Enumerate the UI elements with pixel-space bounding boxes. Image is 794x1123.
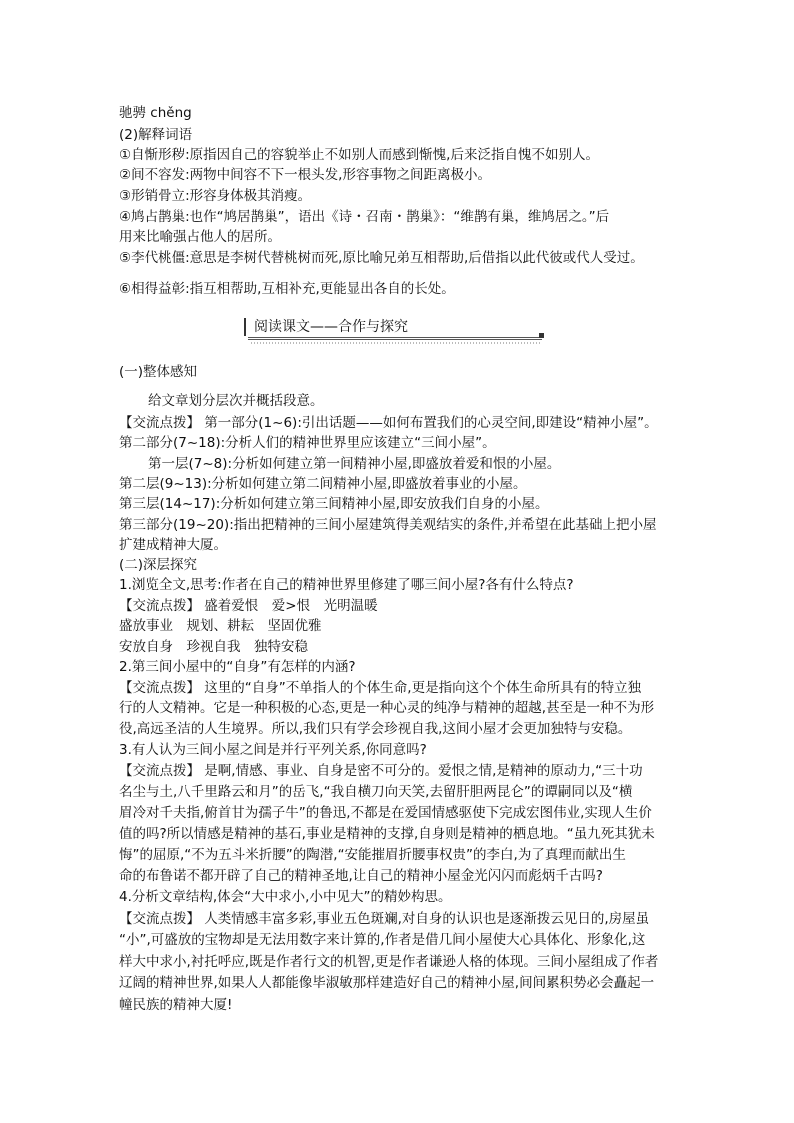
- term-definition: ④鸠占鹊巢:也作“鸠居鹊巢”，语出《诗・召南・鹊巢》：“维鹊有巢，维鸠居之。”后: [119, 209, 610, 225]
- question: 2.第三间小屋中的“自身”有怎样的内涵?: [119, 659, 356, 675]
- answer-line: 行的人文精神。它是一种积极的心态,更是一种心灵的纯净与精神的超越,甚至是一种不为形: [119, 700, 655, 716]
- term-definition: ①自惭形秽:原指因自己的容貌举止不如别人而感到惭愧,后来泛指自愧不如别人。: [119, 147, 599, 163]
- answer-line: 安放自身 珍视自我 独特安稳: [119, 639, 308, 655]
- subsection-heading: (2)解释词语: [119, 127, 193, 143]
- header-dotted-rule: [250, 342, 540, 344]
- term-definition: ⑥相得益彰:指互相帮助,互相补充,更能显出各自的长处。: [119, 281, 455, 297]
- answer-line: 辽阔的精神世界,如果人人都能像毕淑敏那样建造好自己的精神小屋,间间累积势必会矗起一: [119, 975, 655, 991]
- question: 1.浏览全文,思考:作者在自己的精神世界里修建了哪三间小屋?各有什么特点?: [119, 577, 574, 593]
- answer-line: 第三层(14~17):分析如何建立第三间精神小屋,即安放我们自身的小屋。: [119, 496, 549, 512]
- subsection-heading: (二)深层探究: [119, 557, 198, 573]
- question: 3.有人认为三间小屋之间是并行平列关系,你同意吗?: [119, 742, 427, 758]
- term-definition: ③形销骨立:形容身体极其消瘦。: [119, 188, 312, 204]
- answer-line: 名尘与土,八千里路云和月”的岳飞,“我自横刀向天笑,去留肝胆两昆仑”的谭嗣同以及“横: [119, 784, 633, 800]
- answer-line: 眉冷对千夫指,俯首甘为孺子牛”的鲁迅,不都是在爱国情感驱使下完成宏图伟业,实现人生价: [119, 805, 652, 821]
- section-header: [244, 316, 542, 340]
- term-definition: ⑤李代桃僵:意思是李树代替桃树而死,原比喻兄弟互相帮助,后借指以此代彼或代人受过。: [119, 250, 644, 266]
- answer-line: 悔”的屈原,“不为五斗米折腰”的陶潜,“安能摧眉折腰事权贵”的李白,为了真理而献出生: [119, 847, 626, 863]
- answer-line: 盛放事业 规划、耕耘 坚固优雅: [119, 618, 322, 634]
- term-definition: ②间不容发:两物中间容不下一根头发,形容事物之间距离极小。: [119, 167, 491, 183]
- answer-line: 第三部分(19~20):指出把精神的三间小屋建筑得美观结实的条件,并希望在此基础上把小屋: [119, 517, 657, 533]
- pinyin-line: 驰骋 chěng: [119, 105, 192, 121]
- subsection-heading: (一)整体感知: [119, 364, 198, 380]
- answer-line: 值的吗?所以情感是精神的基石,事业是精神的支撑,自身则是精神的栖息地。“虽九死其犹未: [119, 826, 655, 842]
- answer-line: 样大中求小,衬托呼应,既是作者行文的机智,更是作者谦逊人格的体现。三间小屋组成了作者: [119, 954, 659, 970]
- section-title: 阅读课文——合作与探究: [254, 319, 408, 335]
- task-text: 给文章划分层次并概括段意。: [148, 393, 324, 409]
- answer-line: 役,高远圣洁的人生境界。所以,我们只有学会珍视自我,这间小屋才会更加独特与安稳。: [119, 721, 632, 737]
- header-bar-decoration: [244, 318, 246, 336]
- answer-line: 【交流点拨】 人类情感丰富多彩,事业五色斑斓,对自身的认识也是逐渐拨云见日的,房屋虽: [119, 911, 650, 927]
- answer-line: “小”,可盛放的宝物却是无法用数字来计算的,作者是借几间小屋使大心具体化、形象化,这: [119, 932, 646, 948]
- header-end-mark: [539, 333, 544, 338]
- question: 4.分析文章结构,体会“大中求小,小中见大”的精妙构思。: [119, 889, 452, 905]
- answer-line: 命的布鲁诺不都开辟了自己的精神圣地,让自己的精神小屋金光闪闪而彪炳千古吗?: [119, 868, 603, 884]
- answer-line: 第二层(9~13):分析如何建立第二间精神小屋,即盛放着事业的小屋。: [119, 476, 527, 492]
- answer-line: 【交流点拨】 第一部分(1~6):引出话题——如何布置我们的心灵空间,即建设“精神小屋”。: [119, 415, 658, 431]
- answer-line: 【交流点拨】 这里的“自身”不单指人的个体生命,更是指向这个个体生命所具有的特立独: [119, 680, 642, 696]
- answer-line: 【交流点拨】 是啊,情感、事业、自身是密不可分的。爱恨之情,是精神的原动力,“三十功: [119, 763, 643, 779]
- term-definition-cont: 用来比喻强占他人的居所。: [119, 229, 281, 245]
- answer-line: 【交流点拨】 盛着爱恨 爱>恨 光明温暖: [119, 598, 378, 614]
- answer-line: 扩建成精神大厦。: [119, 537, 227, 553]
- answer-line: 幢民族的精神大厦!: [119, 997, 233, 1013]
- answer-line: 第二部分(7~18):分析人们的精神世界里应该建立“三间小屋”。: [119, 435, 496, 451]
- answer-line: 第一层(7~8):分析如何建立第一间精神小屋,即盛放着爱和恨的小屋。: [148, 456, 561, 472]
- header-double-rule: [248, 337, 542, 340]
